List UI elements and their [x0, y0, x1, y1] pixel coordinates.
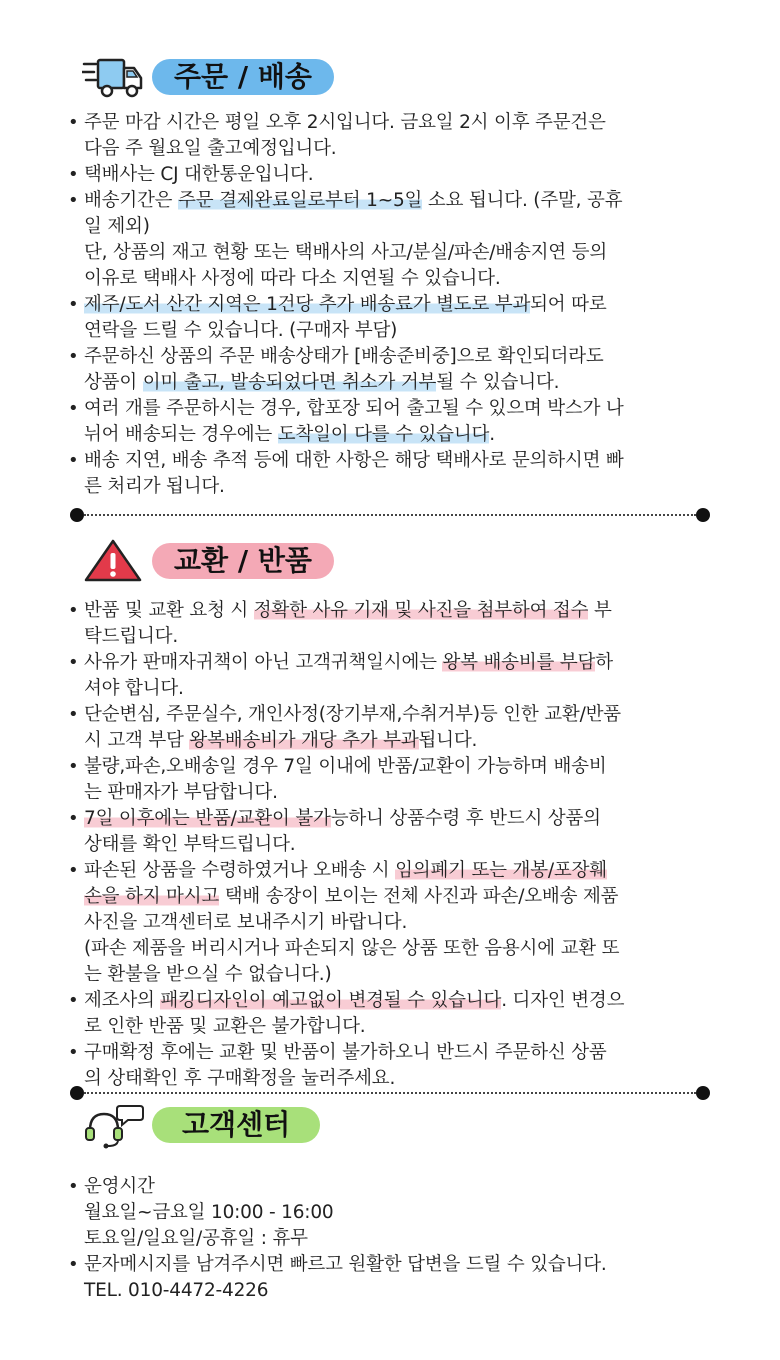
item-text: 여러 개를 주문하시는 경우, 합포장 되어 출고될 수 있으며 박스가 나 — [84, 398, 624, 419]
list-item — [70, 988, 710, 1014]
item-text: 연락을 드릴 수 있습니다. (구매자 부담) — [84, 320, 398, 341]
item-text: 불량,파손,오배송일 경우 7일 이내에 반품/교환이 가능하며 배송비 — [84, 756, 607, 777]
list-item-continuation — [70, 214, 710, 240]
item-text: 사진을 고객센터로 보내주시기 바랍니다. — [84, 912, 408, 933]
item-text: 시 고객 부담 — [84, 730, 190, 751]
list-item — [70, 162, 710, 188]
shipping-title: 주문 / 배송 — [152, 59, 334, 95]
list-item-continuation — [70, 728, 710, 754]
highlighted-text: 7일 이후에는 반품/교환이 불가 — [84, 808, 331, 829]
section-divider — [70, 1086, 710, 1100]
item-text: 운영시간 — [84, 1176, 155, 1197]
item-text: 단순변심, 주문실수, 개인사정(장기부재,수취거부)등 인한 교환/반품 — [84, 704, 621, 725]
list-item — [70, 858, 710, 884]
divider-dot — [696, 1086, 710, 1100]
item-text: 부 — [588, 600, 612, 621]
item-text: 상태를 확인 부탁드립니다. — [84, 834, 296, 855]
item-text: 다음 주 월요일 출고예정입니다. — [84, 138, 337, 159]
list-item — [70, 344, 710, 370]
list-item — [70, 1252, 710, 1278]
list-item-continuation — [70, 780, 710, 806]
list-item — [70, 396, 710, 422]
divider-dot — [70, 1086, 84, 1100]
highlighted-text: 도착일이 다를 수 있습니다 — [277, 424, 490, 445]
item-text: (파손 제품을 버리시거나 파손되지 않은 상품 또한 음용시에 교환 또 — [84, 938, 620, 959]
list-item-continuation — [70, 266, 710, 292]
list-item — [70, 806, 710, 832]
item-text: 반품 및 교환 요청 시 — [84, 600, 254, 621]
item-text: 른 처리가 됩니다. — [84, 476, 225, 497]
highlighted-text: 정확한 사유 기재 및 사진을 첨부하여 접수 — [253, 600, 589, 621]
list-item-continuation — [70, 832, 710, 858]
item-text: 하 — [595, 652, 613, 673]
highlighted-text: 임의폐기 또는 개봉/포장훼 — [395, 860, 607, 881]
list-item-continuation — [70, 1014, 710, 1040]
highlighted-text: 왕복 배송비를 부담 — [442, 652, 596, 673]
shipping-header — [82, 54, 334, 100]
returns-title: 교환 / 반품 — [152, 543, 334, 579]
support-list — [70, 1174, 710, 1304]
item-text: 됩니다. — [418, 730, 478, 751]
list-item-continuation — [70, 1278, 710, 1304]
item-text: 월요일~금요일 10:00 - 16:00 — [84, 1202, 334, 1223]
support-header — [82, 1100, 320, 1150]
list-item — [70, 598, 710, 624]
list-item-continuation — [70, 318, 710, 344]
list-item — [70, 110, 710, 136]
list-item-continuation — [70, 884, 710, 910]
item-text: 능하니 상품수령 후 반드시 상품의 — [330, 808, 601, 829]
list-item — [70, 188, 710, 214]
item-text: 주문하신 상품의 주문 배송상태가 [배송준비중]으로 확인되더라도 — [84, 346, 604, 367]
list-item — [70, 650, 710, 676]
item-text: 택배 송장이 보이는 전체 사진과 파손/오배송 제품 — [219, 886, 619, 907]
list-item-continuation — [70, 676, 710, 702]
shipping-list — [70, 110, 710, 500]
headset-chat-icon — [82, 1100, 144, 1150]
item-text: 일 제외) — [84, 216, 150, 237]
item-text: 로 인한 반품 및 교환은 불가합니다. — [84, 1016, 366, 1037]
section-divider — [70, 508, 710, 522]
item-text: 파손된 상품을 수령하였거나 오배송 시 — [84, 860, 396, 881]
item-text: 사유가 판매자귀책이 아닌 고객귀책일시에는 — [84, 652, 443, 673]
item-text: 이유로 택배사 사정에 따라 다소 지연될 수 있습니다. — [84, 268, 501, 289]
list-item-continuation — [70, 1200, 710, 1226]
highlighted-text: 손을 하지 마시고 — [84, 886, 220, 907]
divider-line — [84, 514, 696, 516]
item-text: 는 판매자가 부담합니다. — [84, 782, 278, 803]
highlighted-text: 패킹디자인이 예고없이 변경될 수 있습니다 — [160, 990, 502, 1011]
item-text: . 디자인 변경으 — [501, 990, 625, 1011]
divider-line — [84, 1092, 696, 1094]
item-text: 는 환불을 받으실 수 없습니다.) — [84, 964, 332, 985]
item-text: 소요 됩니다. (주말, 공휴 — [422, 190, 623, 211]
divider-dot — [696, 508, 710, 522]
warning-icon — [82, 538, 144, 584]
item-text: 될 수 있습니다. — [436, 372, 560, 393]
item-text: 토요일/일요일/공휴일 : 휴무 — [84, 1228, 308, 1249]
item-text: 제조사의 — [84, 990, 161, 1011]
item-text: 탁드립니다. — [84, 626, 179, 647]
item-text: 구매확정 후에는 교환 및 반품이 불가하오니 반드시 주문하신 상품 — [84, 1042, 607, 1063]
list-item-continuation — [70, 624, 710, 650]
list-item — [70, 448, 710, 474]
list-item — [70, 1040, 710, 1066]
item-text: 뉘어 배송되는 경우에는 — [84, 424, 278, 445]
list-item-continuation — [70, 240, 710, 266]
list-item-continuation — [70, 136, 710, 162]
highlighted-text: 제주/도서 산간 지역은 1건당 추가 배송료가 별도로 부과 — [84, 294, 531, 315]
returns-header — [82, 538, 334, 584]
list-item-continuation — [70, 936, 710, 962]
item-text: 배송 지연, 배송 추적 등에 대한 사항은 해당 택배사로 문의하시면 빠 — [84, 450, 624, 471]
delivery-truck-icon — [82, 54, 144, 100]
list-item — [70, 292, 710, 318]
item-text: 되어 따로 — [530, 294, 607, 315]
support-title: 고객센터 — [152, 1107, 320, 1143]
list-item-continuation — [70, 1226, 710, 1252]
item-text: 문자메시지를 남겨주시면 빠르고 원활한 답변을 드릴 수 있습니다. — [84, 1254, 607, 1275]
item-text: 단, 상품의 재고 현황 또는 택배사의 사고/분실/파손/배송지연 등의 — [84, 242, 607, 263]
list-item-continuation — [70, 422, 710, 448]
divider-dot — [70, 508, 84, 522]
list-item-continuation — [70, 910, 710, 936]
item-text: 상품이 — [84, 372, 143, 393]
highlighted-text: 주문 결제완료일로부터 1~5일 — [178, 190, 423, 211]
list-item-continuation — [70, 370, 710, 396]
highlighted-text: 왕복배송비가 개당 추가 부과 — [189, 730, 419, 751]
item-text: TEL. 010-4472-4226 — [84, 1280, 269, 1301]
list-item-continuation — [70, 962, 710, 988]
highlighted-text: 이미 출고, 발송되었다면 취소가 거부 — [142, 372, 437, 393]
list-item — [70, 702, 710, 728]
item-text: . — [489, 424, 495, 445]
returns-list — [70, 598, 710, 1092]
item-text: 배송기간은 — [84, 190, 179, 211]
item-text: 택배사는 CJ 대한통운입니다. — [84, 164, 314, 185]
list-item-continuation — [70, 474, 710, 500]
item-text: 셔야 합니다. — [84, 678, 184, 699]
list-item — [70, 1174, 710, 1200]
list-item — [70, 754, 710, 780]
item-text: 의 상태확인 후 구매확정을 눌러주세요. — [84, 1068, 396, 1089]
item-text: 주문 마감 시간은 평일 오후 2시입니다. 금요일 2시 이후 주문건은 — [84, 112, 606, 133]
